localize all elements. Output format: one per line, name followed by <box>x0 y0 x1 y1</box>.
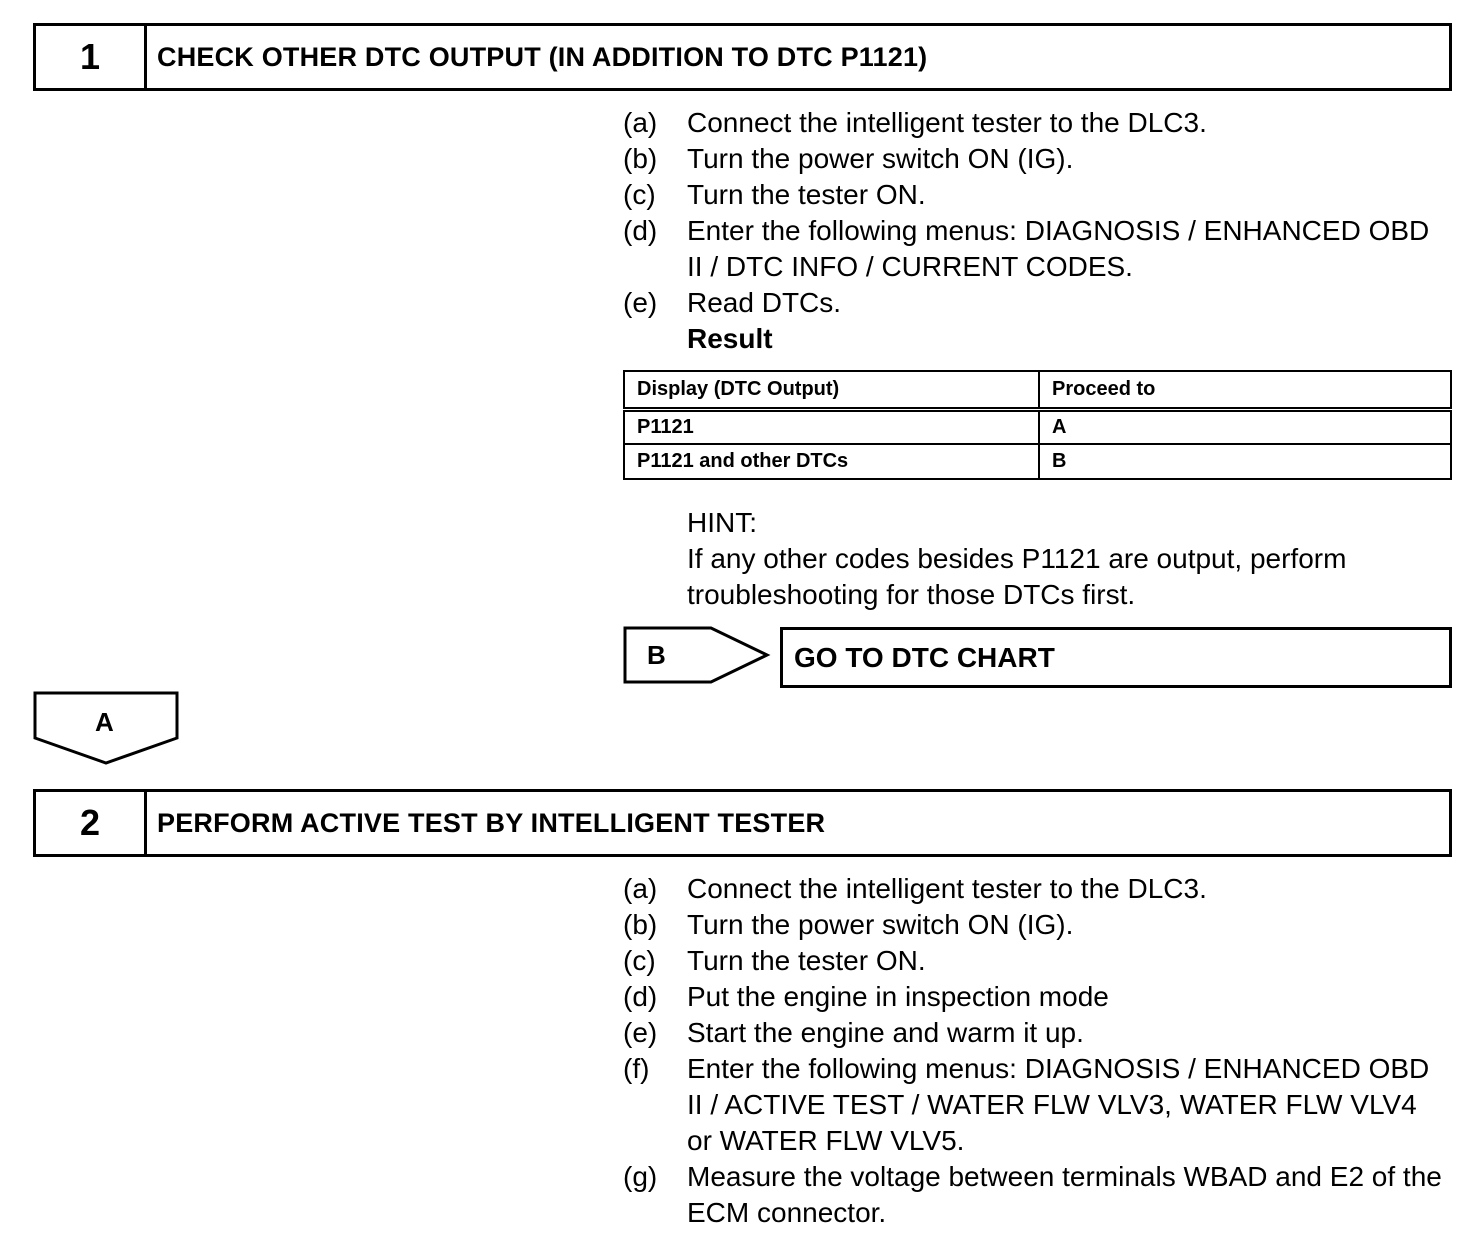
table-cell: A <box>1039 409 1451 444</box>
item-text: Measure the voltage between terminals WBAD and E2 of the ECM connector. <box>687 1161 1442 1228</box>
table-header-proceed: Proceed to <box>1039 371 1451 409</box>
item-letter: (d) <box>623 215 658 246</box>
item-text: Connect the intelligent tester to the DLC3. <box>687 107 1207 138</box>
item-letter: (c) <box>623 945 656 976</box>
item-letter: (a) <box>623 107 658 138</box>
table-cell: B <box>1039 444 1451 479</box>
step-2-item-e <box>623 1015 1443 1051</box>
table-cell: P1121 and other DTCs <box>624 444 1039 479</box>
item-letter: (b) <box>623 143 658 174</box>
hint-text: If any other codes besides P1121 are output, perform troubleshooting for those DTCs first. <box>687 543 1347 610</box>
step-2-title: PERFORM ACTIVE TEST BY INTELLIGENT TESTER <box>157 807 826 838</box>
result-label: Result <box>687 323 773 354</box>
step-1-title: CHECK OTHER DTC OUTPUT (IN ADDITION TO DTC P1121) <box>157 41 928 72</box>
step-2-item-b <box>623 907 1443 943</box>
branch-b-letter: B <box>647 640 666 670</box>
step-2-item-d <box>623 979 1443 1015</box>
step-2-header <box>33 789 1452 857</box>
hint-label: HINT: <box>687 507 757 538</box>
table-header-display: Display (DTC Output) <box>624 371 1039 409</box>
item-letter: (e) <box>623 287 658 318</box>
step-2-item-f <box>623 1051 1443 1159</box>
step-2-item-c <box>623 943 1443 979</box>
item-letter: (f) <box>623 1053 650 1084</box>
item-letter: (c) <box>623 179 656 210</box>
item-text: Enter the following menus: DIAGNOSIS / ENHANCED OBD II / ACTIVE TEST / WATER FLW VLV3, WATER FLW VLV4 or WATER FLW VLV5. <box>687 1053 1430 1156</box>
step-2-item-a <box>623 871 1443 907</box>
item-letter: (g) <box>623 1161 658 1192</box>
item-text: Turn the tester ON. <box>687 945 926 976</box>
item-text: Enter the following menus: DIAGNOSIS / ENHANCED OBD II / DTC INFO / CURRENT CODES. <box>687 215 1430 282</box>
go-to-dtc-chart: GO TO DTC CHART <box>780 627 1452 688</box>
item-text: Read DTCs. <box>687 287 842 318</box>
item-text: Turn the power switch ON (IG). <box>687 143 1074 174</box>
item-text: Connect the intelligent tester to the DLC3. <box>687 873 1207 904</box>
item-text: Turn the power switch ON (IG). <box>687 909 1074 940</box>
item-letter: (e) <box>623 1017 658 1048</box>
table-cell: P1121 <box>624 409 1039 444</box>
branch-a-letter: A <box>95 707 114 737</box>
step-2-instructions <box>623 871 1443 1231</box>
item-text: Put the engine in inspection mode <box>687 981 1109 1012</box>
item-letter: (b) <box>623 909 658 940</box>
item-letter: (d) <box>623 981 658 1012</box>
step-2-item-g <box>623 1159 1443 1231</box>
item-text: Start the engine and warm it up. <box>687 1017 1084 1048</box>
item-text: Turn the tester ON. <box>687 179 926 210</box>
item-letter: (a) <box>623 873 658 904</box>
step-1-number: 1 <box>36 26 147 88</box>
step-2-number: 2 <box>36 792 147 854</box>
